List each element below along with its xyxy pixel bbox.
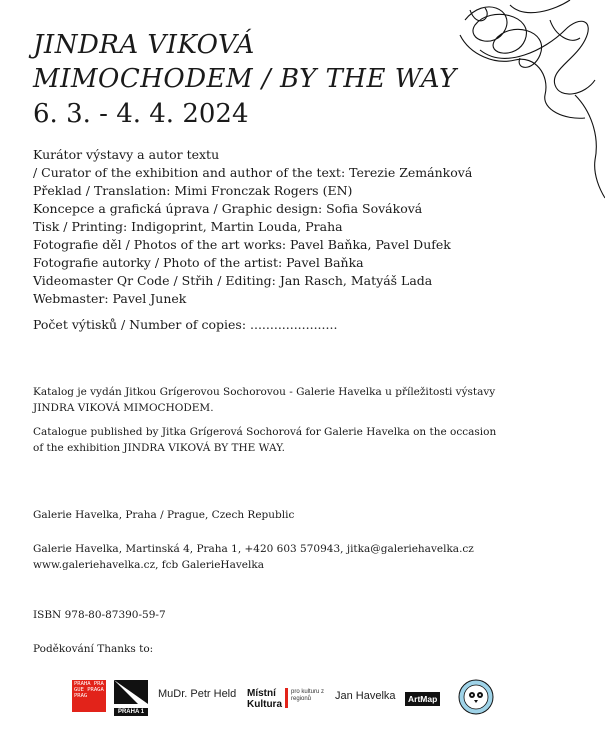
line-drawing-illustration	[455, 0, 605, 200]
mistni-kultura-subtitle: pro kulturu z regionů	[291, 689, 325, 702]
credit-line: Webmaster: Pavel Junek	[33, 291, 187, 306]
catalogue-line: Catalogue published by Jitka Grígerová Sochorová for Galerie Havelka on the occasion	[33, 426, 497, 438]
mudr-logo: MuDr. Petr Held	[158, 688, 237, 700]
credit-line: Videomaster Qr Code / Střih / Editing: Jan Rasch, Matyáš Lada	[33, 273, 433, 288]
jan-havelka-logo: Jan Havelka	[335, 690, 396, 702]
catalogue-line: JINDRA VIKOVÁ MIMOCHODEM.	[33, 402, 214, 414]
gallery-location: Galerie Havelka, Praha / Prague, Czech Republic	[33, 509, 295, 521]
praha1-logo	[114, 680, 148, 715]
praha1-label: PRAHA 1	[114, 708, 148, 716]
exhibition-dates: 6. 3. - 4. 4. 2024	[33, 99, 249, 129]
credit-line: Fotografie děl / Photos of the art works: Pavel Baňka, Pavel Dufek	[33, 237, 451, 252]
praha1-mark-icon	[114, 680, 148, 704]
artmap-logo: ArtMap	[405, 692, 440, 706]
gallery-web: www.galeriehavelka.cz, fcb GalerieHavelka	[33, 559, 264, 571]
credit-line: / Curator of the exhibition and author of the text: Terezie Zemánková	[33, 165, 473, 180]
credits-list	[33, 146, 472, 308]
thanks-heading: Poděkování Thanks to:	[33, 643, 154, 655]
mistni-kultura-logo: Místní Kultura	[247, 688, 282, 710]
owl-seal-icon	[458, 679, 494, 715]
copies-count: Počet výtisků / Number of copies: ......................	[33, 317, 338, 332]
credit-line: Fotografie autorky / Photo of the artist: Pavel Baňka	[33, 255, 364, 270]
catalogue-note-en	[33, 424, 496, 456]
credit-line: Koncepce a grafická úprava / Graphic design: Sofia Sováková	[33, 201, 423, 216]
catalogue-note-cz	[33, 384, 495, 416]
catalogue-line: Katalog je vydán Jitkou Grígerovou Sochorovou - Galerie Havelka u příležitosti výstavy	[33, 386, 496, 398]
praha-logo-text: PRAHA PRAGUE PRAGA PRAG	[74, 681, 104, 699]
exhibition-title: MIMOCHODEM / BY THE WAY	[33, 64, 457, 94]
catalogue-line: of the exhibition JINDRA VIKOVÁ BY THE WAY.	[33, 442, 286, 454]
credit-line: Kurátor výstavy a autor textu	[33, 147, 220, 162]
credit-line: Překlad / Translation: Mimi Fronczak Rogers (EN)	[33, 183, 353, 198]
credit-line: Tisk / Printing: Indigoprint, Martin Louda, Praha	[33, 219, 343, 234]
artist-name: JINDRA VIKOVÁ	[33, 30, 255, 60]
mistni-kultura-bar	[285, 688, 288, 708]
gallery-address: Galerie Havelka, Martinská 4, Praha 1, +420 603 570943, jitka@galeriehavelka.cz	[33, 543, 474, 555]
isbn: ISBN 978-80-87390-59-7	[33, 609, 166, 621]
praha-logo	[72, 680, 106, 712]
